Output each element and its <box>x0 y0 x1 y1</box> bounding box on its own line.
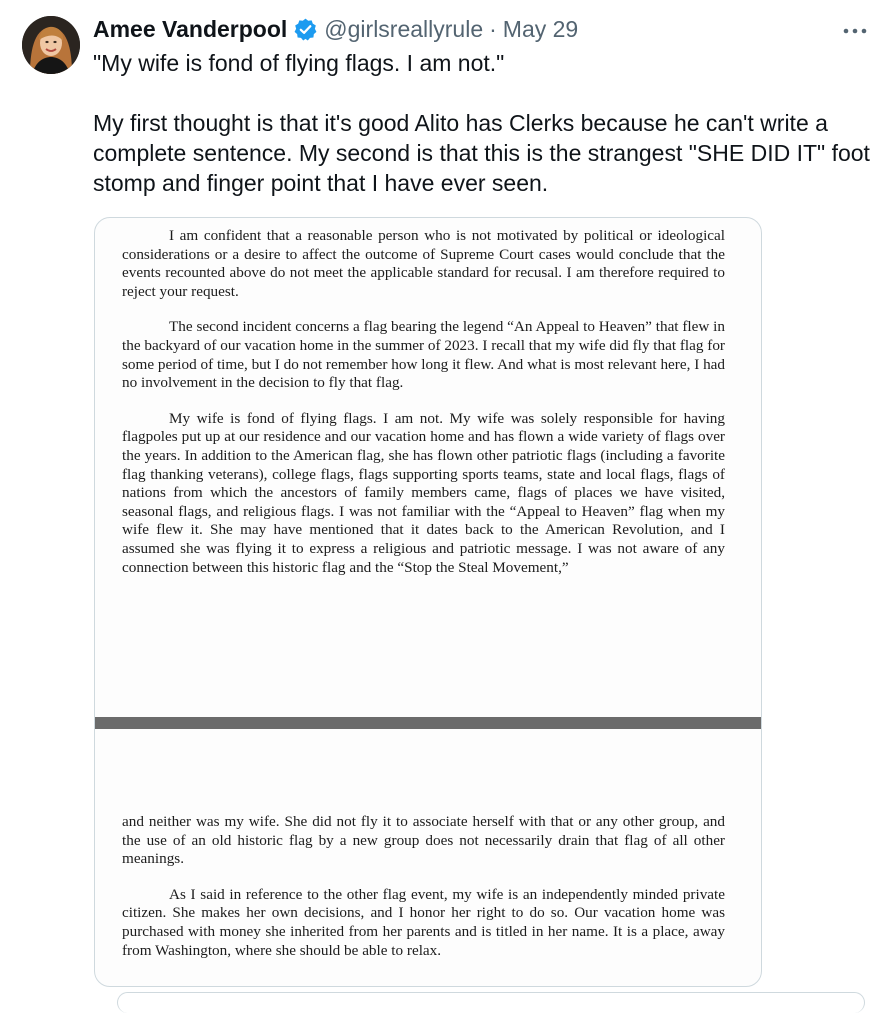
document-page-2 <box>122 813 725 960</box>
document-page-1 <box>122 227 725 577</box>
page-divider <box>95 717 761 729</box>
document-paragraph: and neither was my wife. She did not fly it to associate herself with that or any other group, and the use of an old historic flag by a new group does not necessarily drain that flag of all other meanings. <box>122 813 725 868</box>
author-name[interactable]: Amee Vanderpool <box>93 15 288 42</box>
document-paragraph: I am confident that a reasonable person who is not motivated by political or ideological considerations or a desire to affect the outcome of Supreme Court cases would conclude that the events recounted above do not meet the applicable standard for recusal. I am therefore required to reject your request. <box>122 227 725 300</box>
document-paragraph: The second incident concerns a flag bearing the legend “An Appeal to Heaven” that flew in the backyard of our vacation home in the summer of 2023. I recall that my wife did fly that flag for some period of time, but I do not remember how long it flew. And what is most relevant here, I had no involvement in the decision to fly that flag. <box>122 318 725 392</box>
more-options-button[interactable] <box>840 18 870 44</box>
header-separator: · <box>489 15 497 42</box>
tweet-image[interactable] <box>94 217 762 987</box>
tweet-text <box>93 48 873 198</box>
next-tweet-card-edge <box>117 992 865 1013</box>
avatar-photo <box>22 16 80 74</box>
tweet-date[interactable]: May 29 <box>502 15 579 42</box>
author-handle[interactable]: @girlsreallyrule <box>324 15 484 42</box>
tweet-body: My first thought is that it's good Alito has Clerks because he can't write a complete sentence. My second is that this is the strangest "SHE DID IT" foot stomp and finger point that I have ever seen. <box>93 110 870 196</box>
tweet-header <box>93 14 578 44</box>
verified-badge-icon <box>293 17 318 42</box>
more-horizontal-icon <box>842 27 868 35</box>
document-paragraph: As I said in reference to the other flag event, my wife is an independently minded private citizen. She makes her own decisions, and I honor her right to do so. Our vacation home was purchased with money she inherited from her parents and is titled in her name. It is a place, away from Washington, where she should be able to relax. <box>122 885 725 959</box>
document-paragraph: My wife is fond of flying flags. I am not. My wife was solely responsible for having flagpoles put up at our residence and our vacation home and has flown a wide variety of flags over the years. In addition to the American flag, she has flown other patriotic flags (including a favorite flag thanking veterans), college flags, flags supporting sports teams, state and local flags, flags of nations from which the ancestors of family members came, flags of places we have visited, seasonal flags, and religious flags. I was not familiar with the “Appeal to Heaven” flag when my wife flew it. She may have mentioned that it dates back to the American Revolution, and I assumed she was flying it to express a religious and patriotic message. I was not aware of any connection between this historic flag and the “Stop the Steal Movement,” <box>122 409 725 576</box>
avatar[interactable] <box>22 16 80 74</box>
tweet-quote-line: "My wife is fond of flying flags. I am not." <box>93 50 505 76</box>
